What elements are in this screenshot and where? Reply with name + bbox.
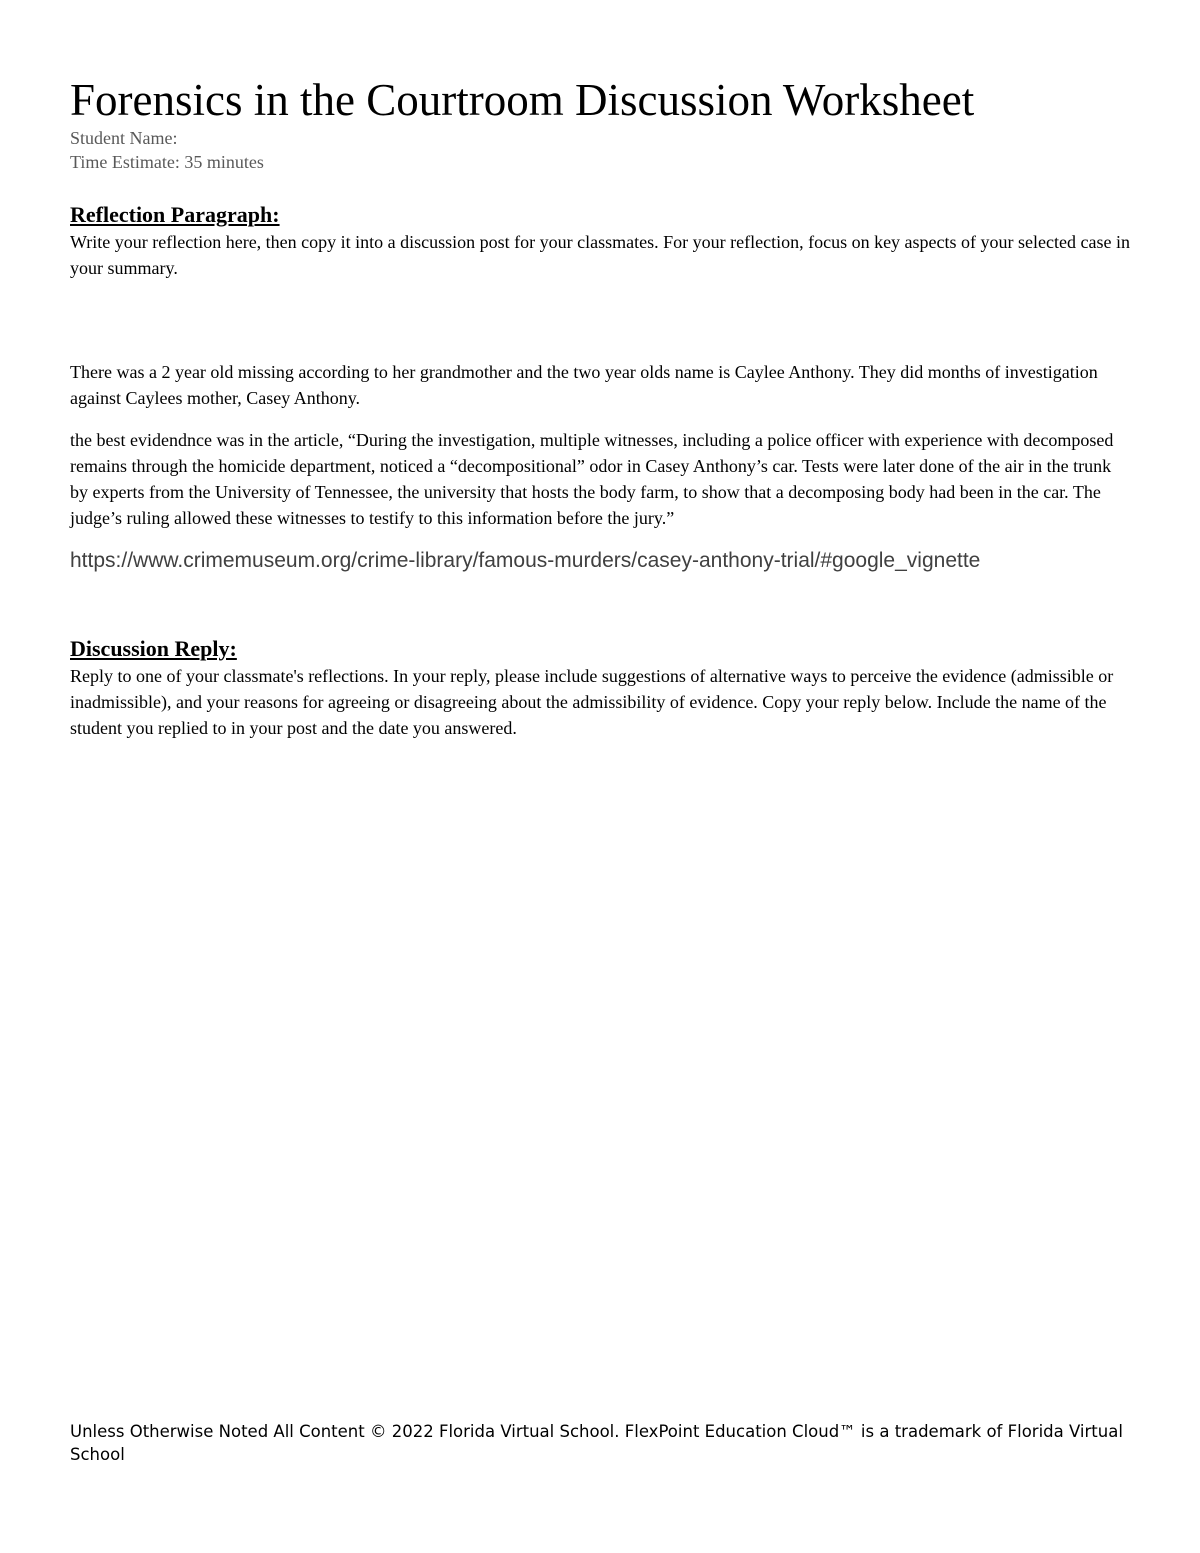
document-meta [70,126,1132,174]
reflection-paragraph-2: the best evidendnce was in the article, “During the investigation, multiple witnesses, including a police officer with experience with decomposed remains through the homicide department, noticed a “decompositional” odor in Casey Anthony’s car. Tests were later done of the air in the trunk by experts from the University of Tennessee, the university that hosts the body farm, to show that a decomposing body had been in the car. The judge’s ruling allowed these witnesses to testify to this information before the jury.” [70,430,1114,528]
document-content [70,74,1132,741]
reflection-paragraph-1: There was a 2 year old missing according to her grandmother and the two year olds name is Caylee Anthony. They did months of investigation against Caylees mother, Casey Anthony. [70,362,1098,408]
page-footer: Unless Otherwise Noted All Content © 2022 Florida Virtual School. FlexPoint Education Cloud™ is a trademark of Florida Virtual School [70,1422,1123,1464]
document-title: Forensics in the Courtroom Discussion Worksheet [70,75,975,125]
reflection-heading: Reflection Paragraph: [70,202,280,227]
student-name-label: Student Name: [70,128,178,148]
source-link[interactable]: https://www.crimemuseum.org/crime-library/famous-murders/casey-anthony-trial/#google_vignette [70,549,981,572]
reflection-instructions: Write your reflection here, then copy it into a discussion post for your classmates. For your reflection, focus on key aspects of your selected case in your summary. [70,232,1130,278]
discussion-reply-instructions: Reply to one of your classmate's reflections. In your reply, please include suggestions of alternative ways to perceive the evidence (admissible or inadmissible), and your reasons for agreeing or disagreeing about the admissibility of evidence. Copy your reply below. Include the name of the student you replied to in your post and the date you answered. [70,666,1114,738]
time-estimate: Time Estimate: 35 minutes [70,152,264,172]
discussion-reply-heading: Discussion Reply: [70,636,237,661]
